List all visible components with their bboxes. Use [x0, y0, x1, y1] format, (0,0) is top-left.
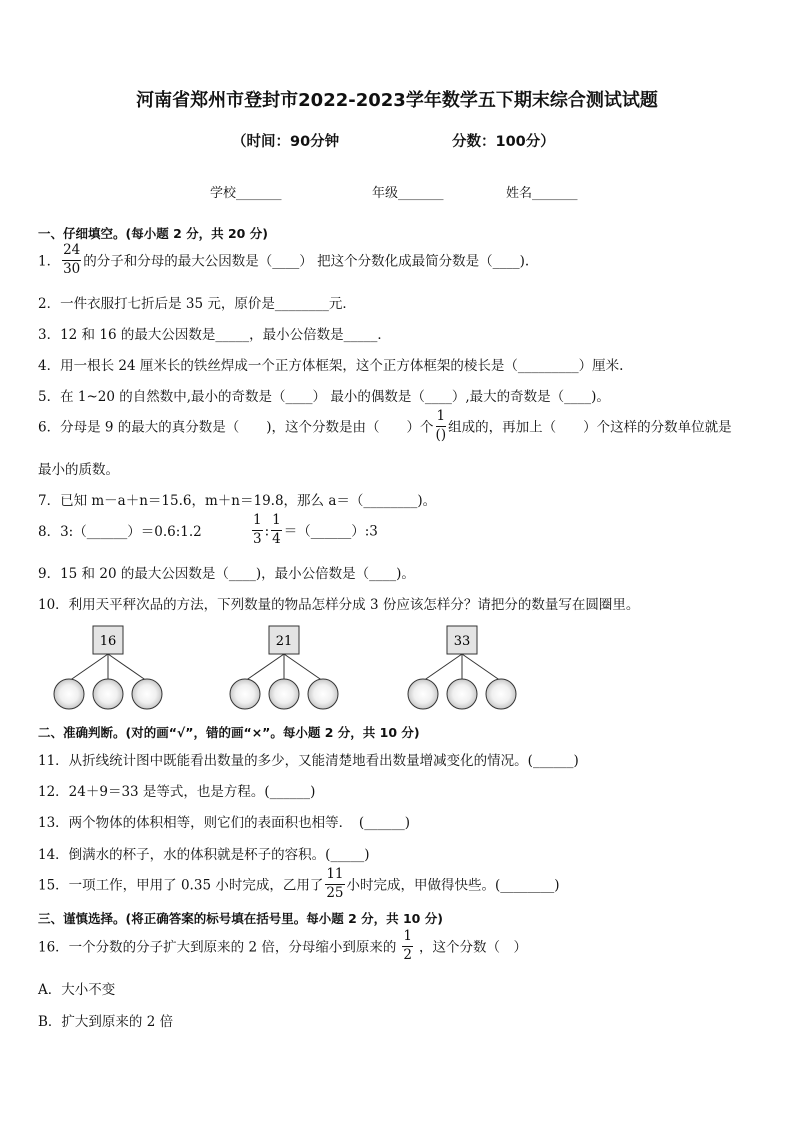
q16-text: ，这个分数（ ）: [418, 939, 527, 956]
q6-fraction: [436, 410, 447, 442]
exam-score: 分数：100分）: [452, 134, 555, 150]
option-a[interactable]: A．大小不变: [38, 982, 116, 998]
tree-diagrams: [0, 622, 794, 714]
q8-denominator-1: 3: [253, 530, 262, 547]
tree-3-answer-circle-2[interactable]: [447, 679, 477, 709]
q8-part-b: ＝（______）:3: [283, 523, 378, 540]
q6-text: 组成的，再加上（ ）个这样的分数单位就是: [448, 419, 732, 436]
school-field[interactable]: 学校_______: [210, 186, 282, 201]
tree-1: [54, 626, 162, 709]
tree-1-value: 16: [99, 634, 117, 649]
question-3: 3．12 和 16 的最大公因数是_____，最小公倍数是_____．: [38, 327, 391, 343]
question-12: 12．24＋9＝33 是等式，也是方程。(______): [38, 784, 316, 800]
tree-2-answer-circle-2[interactable]: [269, 679, 299, 709]
q1-denominator: 30: [63, 260, 81, 277]
q8-part-a: 8．3:（______）＝0.6:1.2: [38, 523, 202, 540]
question-5: 5．在 1~20 的自然数中,最小的奇数是（____） 最小的偶数是（____）,最大的奇数是（____)。: [38, 389, 610, 405]
tree-3: [408, 626, 516, 709]
tree-3-value: 33: [453, 634, 471, 649]
tree-1-branch-1: [69, 654, 108, 681]
q15-denominator: 25: [326, 884, 344, 901]
page-title: 河南省郑州市登封市2022-2023学年数学五下期末综合测试试题: [136, 90, 658, 111]
q15-text: 小时完成，甲做得快些。(________): [346, 877, 560, 894]
section-2-title: 二、准确判断。(对的画“√”，错的画“×”。每小题 2 分，共 10 分): [38, 725, 420, 740]
tree-2-value: 21: [275, 634, 293, 649]
tree-2-answer-circle-3[interactable]: [308, 679, 338, 709]
q8-fraction-2: [271, 514, 282, 546]
tree-3-answer-circle-1[interactable]: [408, 679, 438, 709]
tree-1-branch-3: [108, 654, 147, 681]
question-4: 4．用一根长 24 厘米长的铁丝焊成一个正方体框架，这个正方体框架的棱长是（_________）厘米.: [38, 358, 624, 374]
question-8: [38, 512, 378, 548]
question-1: [38, 242, 530, 278]
q15-fraction: [325, 868, 344, 900]
section-1-title: 一、仔细填空。(每小题 2 分，共 20 分): [38, 226, 268, 241]
tree-1-answer-circle-1[interactable]: [54, 679, 84, 709]
question-13: 13．两个物体的体积相等，则它们的表面积也相等． (______): [38, 815, 410, 831]
question-14: 14．倒满水的杯子，水的体积就是杯子的容积。(_____): [38, 847, 370, 863]
q8-numerator-1: 1: [252, 514, 263, 531]
q16-denominator: 2: [403, 946, 412, 963]
question-6-line-2: 最小的质数。: [38, 462, 119, 478]
q1-fraction: [62, 244, 81, 276]
tree-2-branch-1: [245, 654, 284, 681]
question-2: 2．一件衣服打七折后是 35 元，原价是________元．: [38, 296, 356, 312]
grade-field[interactable]: 年级_______: [372, 186, 444, 201]
question-11: 11．从折线统计图中既能看出数量的多少，又能清楚地看出数量增减变化的情况。(______): [38, 753, 579, 769]
q6-numerator: 1: [436, 410, 447, 427]
tree-2-answer-circle-1[interactable]: [230, 679, 260, 709]
q16-fraction: [402, 930, 413, 962]
question-9: 9．15 和 20 的最大公因数是（____)，最小公倍数是（____)。: [38, 566, 415, 582]
name-field[interactable]: 姓名_______: [506, 186, 578, 201]
tree-1-answer-circle-3[interactable]: [132, 679, 162, 709]
exam-time: （时间：90分钟: [232, 134, 340, 150]
q16-prefix: 16．一个分数的分子扩大到原来的 2 倍，分母缩小到原来的: [38, 939, 397, 956]
question-15: [38, 866, 560, 902]
tree-3-branch-3: [462, 654, 501, 681]
question-6: [38, 408, 732, 444]
q1-prefix: 1．: [38, 253, 61, 270]
q1-text: 的分子和分母的最大公因数是（____） 把这个分数化成最简分数是（____).: [83, 253, 530, 270]
q15-prefix: 15．一项工作，甲用了 0.35 小时完成，乙用了: [38, 877, 324, 894]
question-7: 7．已知 m－a＋n＝15.6，m＋n＝19.8，那么 a＝（________)。: [38, 493, 437, 509]
tree-2: [230, 626, 338, 709]
section-3-title: 三、谨慎选择。(将正确答案的标号填在括号里。每小题 2 分，共 10 分): [38, 911, 443, 926]
q16-numerator: 1: [402, 930, 413, 947]
question-16: [38, 928, 527, 964]
option-b[interactable]: B．扩大到原来的 2 倍: [38, 1014, 174, 1030]
tree-1-answer-circle-2[interactable]: [93, 679, 123, 709]
tree-3-answer-circle-3[interactable]: [486, 679, 516, 709]
q1-numerator: 24: [62, 244, 81, 261]
question-10: 10．利用天平秤次品的方法，下列数量的物品怎样分成 3 份应该怎样分？请把分的数量写在圆圈里。: [38, 597, 640, 613]
q8-colon: :: [264, 523, 270, 540]
q8-denominator-2: 4: [272, 530, 281, 547]
q6-denominator: (): [435, 426, 447, 443]
q8-fraction-1: [252, 514, 263, 546]
q6-prefix: 6．分母是 9 的最大的真分数是（ )，这个分数是由（ ）个: [38, 419, 434, 436]
tree-3-branch-1: [423, 654, 462, 681]
q8-numerator-2: 1: [271, 514, 282, 531]
tree-2-branch-3: [284, 654, 323, 681]
q15-numerator: 11: [325, 868, 344, 885]
balance-trees: [0, 622, 794, 714]
